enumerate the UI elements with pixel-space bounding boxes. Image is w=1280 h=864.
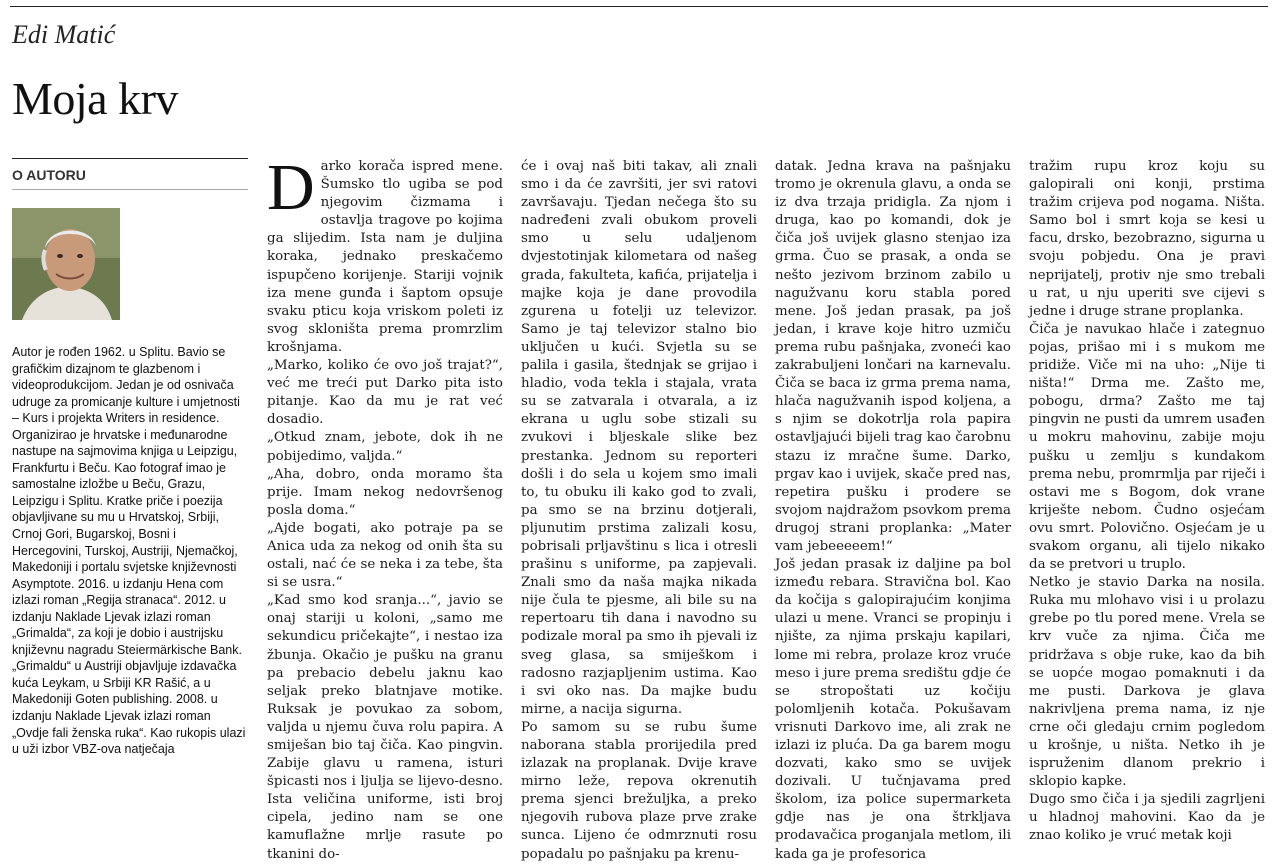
paragraph: „Kad smo kod sranja...“, javio se onaj stariji u koloni, „samo me sekundicu pričekajte“, i nestao iza žbunja. Okačio je pušku na granu pa prebacio debelu jaknu kao seljak preko blatnjave motike. Ruksak je povukao za sobom, valjda u njemu čuva rolu papira. A smiješan bio taj čiča. Kao pingvin. Zabije glavu u ramena, isturi špicasti nos i ljulja se lijevo-desno. Ista veličina uniforme, isti broj cipela, jedino nam se one kamuflažne mrlje rasute po tkanini do- (267, 593, 503, 862)
paragraph: „Ajde bogati, ako potraje pa se Anica uda za nekog od onih šta su ostali, nać će se neka i za tebe, šta si se usra.“ (267, 520, 503, 591)
paragraph: Dugo smo čiča i ja sjedili zagrljeni u hladnoj mahovini. Kao da je znao koliko je vruć metak koji (1029, 792, 1265, 844)
author-sidebar (12, 158, 248, 758)
sidebar-rule (12, 158, 248, 159)
author-name: Edi Matić (12, 20, 116, 49)
article-column-4 (1029, 158, 1265, 846)
paragraph: Netko je stavio Darka na nosila. Ruka mu mlohavo visi i u prolazu grebe po tlu pored mene. Vrela se krv vuče za njima. Čiča me pridržava s obje ruke, kao da bih se uopće mogao pomaknuti i da me pusti. Darkova je glava nakrivljena prema nama, iz nje crne oči gledaju crnim pogledom u krošnje, u ništa. Netko ih je ispruženim dlanom prekrio i sklopio kapke. (1029, 575, 1265, 790)
paragraph: „Marko, koliko će ovo još trajat?“, već me treći put Darko pita isto pitanje. Kao da mu je rat već dosadio. (267, 358, 503, 428)
paragraph: Još jedan prasak iz daljine pa bol između rebara. Stravična bol. Kao da kočija s galopirajućim konjima ulazi u mene. Vranci se propinju i njište, za njima prskaju kapilari, lome mi rebra, prolaze kroz vruće meso i jure prema središtu gdje će se stropoštati uz kočiju polomljenih kotača. Pokušavam vrisnuti Darkovo ime, ali zrak ne izlazi iz pluća. Da ga barem mogu dozvati, kako smo se uvijek dozivali. U tučnjavama pred školom, iza police supermarketa gdje nas je ona štrkljava prodavačica proganjala metlom, ili kada ga je profesorica (775, 557, 1011, 862)
author-bio: Autor je rođen 1962. u Splitu. Bavio se grafičkim dizajnom te glazbenom i videoprodukcijom. Jedan je od osnivača udruge za promicanje kulture i umjetnosti – Kurs i projekta Writers in residence. Organizirao je hrvatske i međunarodne nastupe na sajmovima knjiga u Leipzigu, Frankfurtu i Beču. Kao fotograf imao je samostalne izložbe u Beču, Grazu, Leipzigu i Splitu. Kratke priče i poezija objavljivane su mu u Hrvatskoj, Srbiji, Crnoj Gori, Bugarskoj, Bosni i Hercegovini, Turskoj, Austriji, Njemačkoj, Makedoniji i portalu svjetske književnosti Asymptote. 2016. u izdanju Hena com izlazi roman „Regija stranaca“. 2012. u izdanju Naklade Ljevak izlazi roman „Grimalda“, za koji je dobio i austrijsku književnu nagradu Steiermärkische Bank. „Grimaldu“ u Austriji objavljuje izdavačka kuća Leykam, u Srbiji KR Rašić, a u Makedoniji Goten publishing. 2008. u izdanju Naklade Ljevak izlazi roman „Ovdje fali ženska ruka“. Kao rukopis ulazi u uži izbor VBZ-ova natječaja (12, 345, 246, 757)
paragraph: Darko korača ispred mene. Šumsko tlo ugiba se pod njegovim čizmama i ostavlja tragove po kojima ga slijedim. Ista nam je duljina koraka, jednako preskačemo ispupčeno korijenje. Stariji vojnik iza mene gunđa i šaptom opsuje svaku pticu koja vriskom poleti iz svog skloništa prema promrzlim krošnjama. (267, 151, 503, 355)
article-column-3 (775, 158, 1011, 864)
article-title: Moja krv (12, 73, 178, 124)
paragraph: tražim rupu kroz koju su galopirali oni konji, prstima tražim crijeva pod nogama. Ništa. Samo bol i smrt koja se kesi u facu, drsko, bezobrazno, sigurna u svoju pobjedu. Ona je pravi neprijatelj, protiv nje smo trebali u rat, u nju uperiti sve cijevi s jedne i druge strane proplanka. (1029, 159, 1265, 319)
paragraph: „Otkud znam, jebote, dok ih ne pobijedimo, valjda.“ (267, 430, 503, 464)
paragraph: datak. Jedna krava na pašnjaku tromo je okrenula glavu, a onda se iz dva trzaja pridigla. Za njom i druga, kao po komandi, dok je čiča još uvijek glasno stenjao iza grma. Čuo se prasak, a onda se nešto jezivom brzinom zabilo u nagužvanu koru stabla pored mene. Još jedan prasak, pa još jedan, i krave koje hitro uzmiču prema rubu pašnjaka, zvoneći kao zakrabuljeni lončari na karnevalu. Čiča se baca iz grma prema nama, hlača nagužvanih ispod koljena, a s njim se dokotrlja rola papira ostavljajući bijeli trag kao čarobnu stazu iz mračne šume. Darko, prgav kao i uvijek, skače pred nas, repetira pušku i prodere se svojom najdražom psovkom prema drugoj strani proplanka: „Mater vam jebeeeeem!“ (775, 159, 1011, 554)
paragraph: Po samom su se rubu šume naborana stabla prorijedila pred izlazak na proplanak. Dvije krave mirno leže, repova okrenutih prema sjenci brežuljka, a preko njegovih rubova plaze prve zrake sunca. Lijeno će odmrznuti rosu popadalu po pašnjaku pa krenu- (521, 719, 757, 862)
drop-cap: D (267, 151, 315, 224)
sidebar-heading: O AUTORU (12, 167, 248, 190)
paragraph: Čiča je navukao hlače i zategnuo pojas, prišao mi i s mukom me pridiže. Viče mi na uho: „Nije ti ništa!“ Drma me. Zašto me, pobogu, drma? Zašto me taj pingvin ne pusti da umrem usađen u mokru mahovinu, zabije moju pušku u zemlju s kundakom prema nebu, promrmlja par riječi i ostavi me s Bogom, dok vrane kriješte nebom. Čudno osjećam ovu smrt. Polovično. Osjećam je u svakom organu, ali tijelo nikako da se pretvori u truplo. (1029, 321, 1265, 573)
paragraph: će i ovaj naš biti takav, ali znali smo i da će završiti, jer svi ratovi završavaju. Tjedan nečega što su nadređeni zvali obukom proveli smo u selu udaljenom dvjestotinjak kilometara od našeg grada, fakulteta, kafića, prijatelja i majke koja je dane provodila zgurena u fotelji uz televizor. Samo je taj televizor stalno bio uključen u kući. Svjetla su se palila i gasila, štednjak se grijao i hladio, voda tekla i stajala, vrata su se zatvarala i otvarala, a iz ekrana u uglu sobe stizali su zvukovi i bljeskale slike bez prestanka. Jednom su reporteri došli i do sela u kojem smo imali to, tu obuku ili kako god to zvali, pa smo se na brzinu dotjerali, pljunutim prstima zalizali kosu, pobrisali prljavštinu s lica i otresli prašinu s uniforme, pa zapjevali. Znali smo da naša majka nikada nije čula te pjesme, ali bile su na repertoaru tih dana i navodno su podizale moral pa smo ih pjevali iz sveg glasa, sa smiješkom i radosno razjapljenim ustima. Kao i svi oko nas. Da majke budu mirne, a nacija sigurna. (521, 159, 757, 717)
author-portrait (12, 208, 120, 320)
article-column-2 (521, 158, 757, 864)
article-column-1 (267, 151, 503, 864)
top-rule (10, 6, 1268, 7)
paragraph: „Aha, dobro, onda moramo šta prije. Imam nekog nedovršenog posla doma.“ (267, 466, 503, 518)
